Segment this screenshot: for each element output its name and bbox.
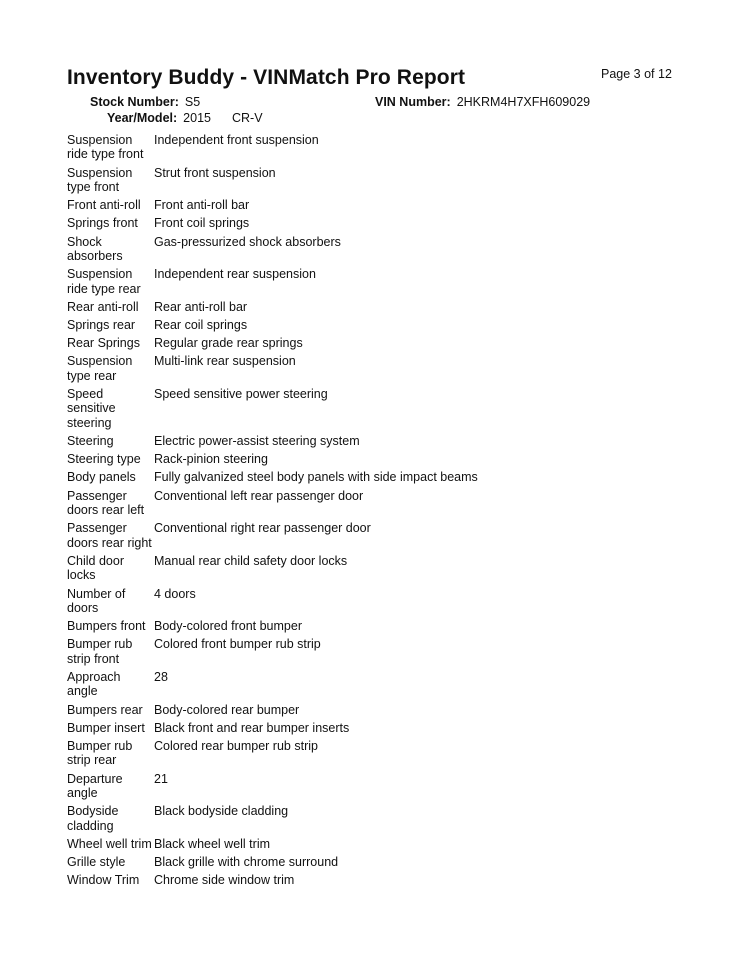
spec-label: Number of doors [67, 586, 126, 615]
spec-value: Black grille with chrome surround [154, 854, 339, 869]
spec-row [67, 166, 707, 199]
spec-row [67, 216, 707, 234]
spec-label: Steering [67, 434, 114, 449]
spec-row [67, 470, 707, 488]
vin-number-label: VIN Number: [375, 95, 451, 109]
spec-value: Front coil springs [154, 216, 250, 231]
spec-row [67, 235, 707, 268]
spec-label: Body panels [67, 470, 136, 485]
spec-label: Springs front [67, 216, 138, 231]
spec-label: Bumper rub strip front [67, 637, 133, 666]
spec-value: Black front and rear bumper inserts [154, 720, 350, 735]
spec-value: Chrome side window trim [154, 873, 295, 888]
spec-label: Bumper insert [67, 720, 145, 735]
spec-row [67, 873, 707, 891]
spec-row [67, 837, 707, 855]
spec-row [67, 354, 707, 387]
spec-label: Departure angle [67, 771, 123, 800]
spec-row [67, 336, 707, 354]
vin-number-field [375, 95, 590, 109]
spec-value: Black wheel well trim [154, 836, 271, 851]
stock-number-label: Stock Number: [90, 95, 179, 109]
spec-value: Multi-link rear suspension [154, 354, 296, 369]
spec-row [67, 587, 707, 620]
spec-row [67, 855, 707, 873]
spec-value: Regular grade rear springs [154, 336, 303, 351]
spec-row [67, 521, 707, 554]
spec-label: Bumpers front [67, 619, 146, 634]
spec-label: Suspension type rear [67, 354, 133, 383]
spec-label: Rear anti-roll [67, 299, 139, 314]
spec-row [67, 198, 707, 216]
spec-label: Bodyside cladding [67, 804, 119, 833]
spec-value: Fully galvanized steel body panels with side impact beams [154, 470, 478, 485]
spec-value: Rear anti-roll bar [154, 299, 248, 314]
spec-row [67, 300, 707, 318]
spec-value: Front anti-roll bar [154, 198, 250, 213]
spec-value: Rear coil springs [154, 318, 248, 333]
spec-row [67, 387, 707, 434]
year-model-label: Year/Model: [107, 111, 178, 125]
vin-number-value: 2HKRM4H7XFH609029 [456, 95, 591, 109]
spec-row [67, 637, 707, 670]
spec-label: Front anti-roll [67, 198, 141, 213]
spec-row [67, 452, 707, 470]
spec-label: Passenger doors rear left [67, 488, 145, 518]
spec-label: Window Trim [67, 873, 140, 888]
spec-value: Conventional right rear passenger door [154, 521, 371, 536]
spec-value: 4 doors [154, 586, 196, 601]
spec-row [67, 703, 707, 721]
spec-value: Independent rear suspension [154, 267, 316, 282]
spec-label: Wheel well trim [67, 836, 152, 851]
spec-row [67, 434, 707, 452]
spec-label: Approach angle [67, 669, 121, 699]
spec-value: Body-colored front bumper [154, 619, 302, 634]
report-title: Inventory Buddy - VINMatch Pro Report [67, 66, 466, 89]
spec-value: Colored front bumper rub strip [154, 637, 321, 652]
year-value: 2015 [183, 111, 211, 125]
page-number: Page 3 of 12 [601, 67, 672, 81]
spec-value: Black bodyside cladding [154, 804, 289, 819]
spec-label: Rear Springs [67, 336, 140, 351]
spec-value: Gas-pressurized shock absorbers [154, 234, 341, 249]
spec-label: Suspension type front [67, 165, 133, 195]
model-value: CR-V [231, 111, 263, 125]
spec-value: Strut front suspension [154, 165, 276, 180]
spec-label: Shock absorbers [67, 234, 123, 264]
spec-value: Manual rear child safety door locks [154, 553, 348, 568]
spec-value: 28 [154, 669, 168, 684]
spec-label: Speed sensitive steering [67, 387, 116, 430]
spec-row [67, 554, 707, 587]
spec-value: Speed sensitive power steering [154, 387, 328, 402]
spec-label: Steering type [67, 452, 141, 467]
spec-row [67, 318, 707, 336]
spec-label: Bumper rub strip rear [67, 738, 133, 768]
stock-number-field [90, 95, 200, 109]
spec-row [67, 619, 707, 637]
spec-row [67, 804, 707, 837]
spec-row [67, 670, 707, 703]
spec-value: Rack-pinion steering [154, 452, 268, 467]
spec-value: Colored rear bumper rub strip [154, 738, 318, 753]
spec-label: Child door locks [67, 553, 124, 583]
spec-label: Suspension ride type front [67, 133, 144, 162]
spec-row [67, 267, 707, 300]
spec-value: 21 [154, 771, 168, 786]
spec-label: Suspension ride type rear [67, 267, 141, 296]
spec-label: Passenger doors rear right [67, 521, 152, 550]
spec-list [67, 133, 707, 891]
spec-row [67, 772, 707, 805]
spec-row [67, 721, 707, 739]
stock-number-value: S5 [184, 95, 201, 109]
spec-label: Springs rear [67, 318, 136, 333]
spec-value: Independent front suspension [154, 133, 319, 147]
spec-row [67, 133, 707, 166]
spec-value: Conventional left rear passenger door [154, 488, 364, 503]
year-model-field [107, 111, 263, 125]
spec-row [67, 489, 707, 522]
spec-row [67, 739, 707, 772]
spec-label: Grille style [67, 854, 126, 869]
spec-value: Electric power-assist steering system [154, 434, 360, 449]
spec-value: Body-colored rear bumper [154, 702, 300, 717]
spec-label: Bumpers rear [67, 702, 143, 717]
